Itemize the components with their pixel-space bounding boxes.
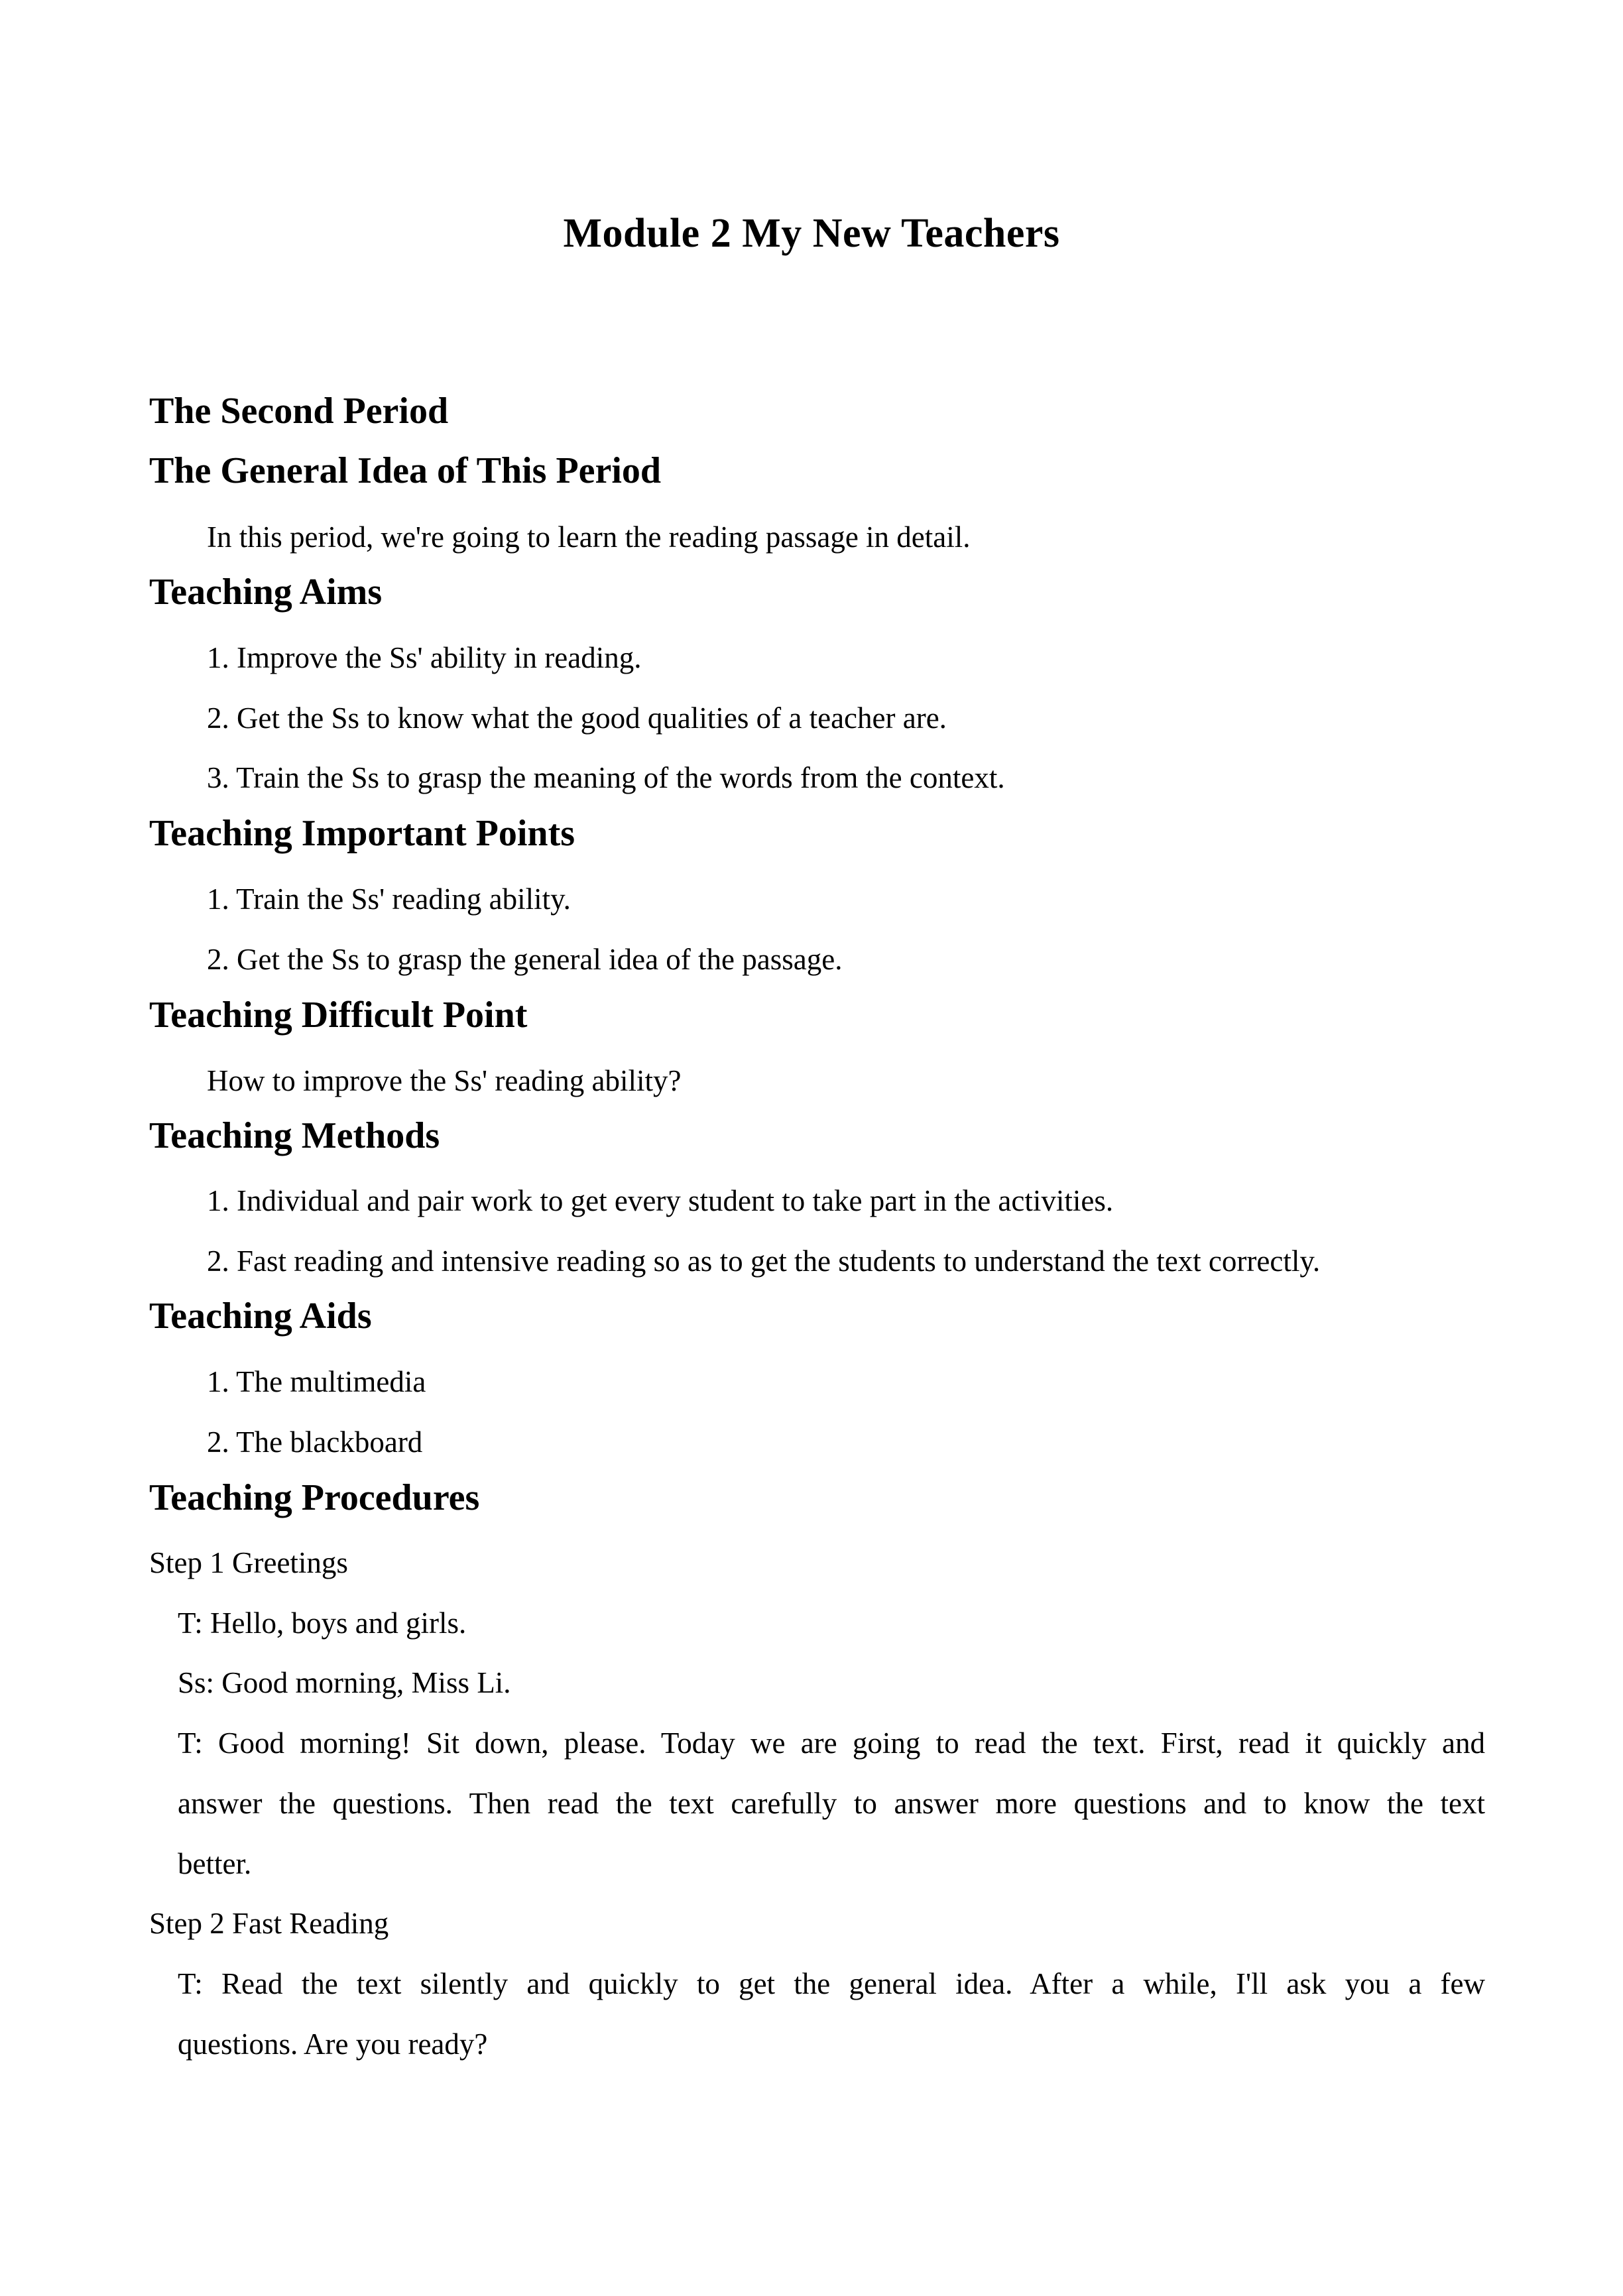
- teaching-aids-heading: Teaching Aids: [149, 1296, 372, 1337]
- difficult-point-heading: Teaching Difficult Point: [149, 995, 528, 1036]
- list-item: 1. The multimedia: [207, 1365, 426, 1398]
- general-idea-text: In this period, we're going to learn the reading passage in detail.: [207, 520, 971, 554]
- dialogue-line: Ss: Good morning, Miss Li.: [178, 1666, 511, 1699]
- list-item: 2. Get the Ss to grasp the general idea of the passage.: [207, 943, 843, 976]
- list-item: 3. Train the Ss to grasp the meaning of the words from the context.: [207, 761, 1005, 794]
- list-item: 2. Get the Ss to know what the good qualities of a teacher are.: [207, 701, 947, 735]
- teaching-procedures-heading: Teaching Procedures: [149, 1477, 480, 1518]
- list-item: 1. Train the Ss' reading ability.: [207, 882, 571, 916]
- important-points-heading: Teaching Important Points: [149, 813, 575, 854]
- step-label: Step 1 Greetings: [149, 1546, 348, 1579]
- document-title: Module 2 My New Teachers: [563, 211, 1060, 256]
- dialogue-line: questions. Are you ready?: [178, 2027, 488, 2061]
- step-label: Step 2 Fast Reading: [149, 1907, 389, 1940]
- dialogue-line: T: Hello, boys and girls.: [178, 1606, 467, 1640]
- general-idea-heading: The General Idea of This Period: [149, 450, 662, 491]
- list-item: 2. Fast reading and intensive reading so as to get the students to understand the text correctly.: [207, 1244, 1321, 1278]
- list-item: 1. Improve the Ss' ability in reading.: [207, 641, 642, 674]
- difficult-point-text: How to improve the Ss' reading ability?: [207, 1064, 682, 1097]
- dialogue-line: answer the questions. Then read the text carefully to answer more questions and to know the text: [178, 1787, 1485, 1820]
- dialogue-line: T: Read the text silently and quickly to get the general idea. After a while, I'll ask you a few: [178, 1967, 1485, 2000]
- dialogue-line: better.: [178, 1847, 252, 1880]
- period-heading: The Second Period: [149, 391, 449, 432]
- list-item: 1. Individual and pair work to get every student to take part in the activities.: [207, 1184, 1114, 1217]
- teaching-methods-heading: Teaching Methods: [149, 1115, 440, 1156]
- dialogue-line: T: Good morning! Sit down, please. Today we are going to read the text. First, read it quickly and: [178, 1726, 1485, 1760]
- list-item: 2. The blackboard: [207, 1425, 423, 1459]
- teaching-aims-heading: Teaching Aims: [149, 572, 383, 613]
